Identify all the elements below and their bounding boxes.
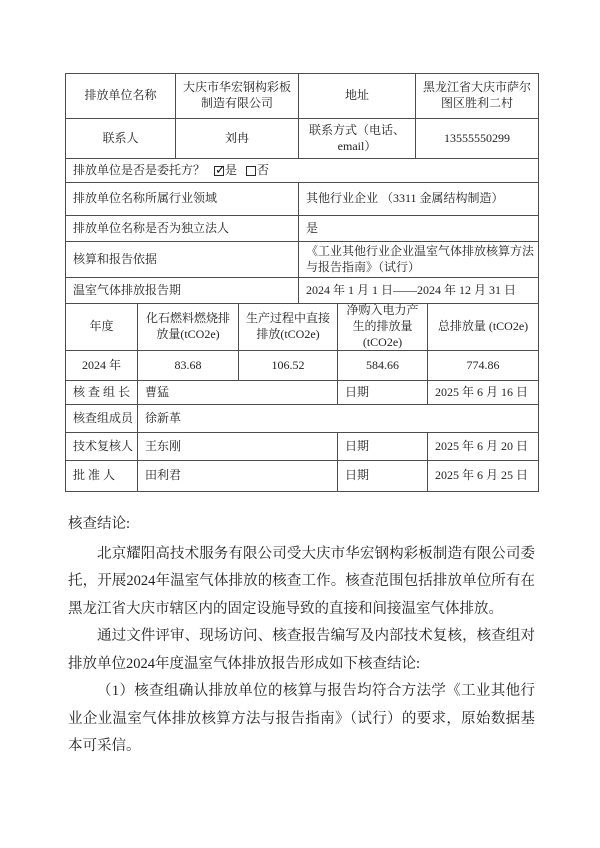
tech-reviewer-date-label: 日期 [338, 433, 428, 460]
emissions-process-value: 106.52 [239, 351, 338, 380]
team-leader-date-label: 日期 [338, 381, 428, 404]
team-member-role: 核查组成员 [66, 405, 138, 432]
accounting-basis-label: 核算和报告依据 [66, 242, 299, 277]
checkbox-yes-checked-icon[interactable] [214, 166, 224, 176]
signoff-row [66, 405, 538, 433]
table-row [66, 242, 538, 278]
checkbox-no-unchecked-icon[interactable] [246, 166, 256, 176]
contact-method-value: 13555550299 [444, 130, 510, 145]
contact-value: 刘冉 [176, 119, 299, 158]
legal-entity-label: 排放单位名称是否为独立法人 [66, 216, 299, 241]
team-leader-name: 曹猛 [138, 381, 338, 404]
reporting-period-value: 2024 年 1 月 1 日——2024 年 12 月 31 日 [306, 282, 517, 297]
emissions-header-row [66, 304, 538, 351]
emissions-header-electricity: 净购入电力产生的排放量(tCO2e) [338, 304, 428, 350]
verification-conclusion [68, 511, 535, 761]
address-value: 黑龙江省大庆市萨尔图区胜利二村 [422, 80, 531, 110]
emissions-header-fossil: 化石燃料燃烧排放量(tCO2e) [138, 304, 239, 350]
emissions-header-total: 总排放量 (tCO2e) [437, 319, 529, 334]
conclusion-paragraph-1: 北京耀阳高技术服务有限公司受大庆市华宏钢构彩板制造有限公司委托，开展2024年温室气体排放的核查工作。核查范围包括排放单位所有在黑龙江省大庆市辖区内的固定设施导致的直接和间接温室气体排放。 [68, 545, 535, 617]
approver-name: 田利君 [138, 461, 338, 491]
delegate-yes-label: 是 [225, 162, 238, 177]
unit-name-label: 排放单位名称 [66, 74, 176, 118]
emissions-electricity-value: 584.66 [338, 351, 428, 380]
accounting-basis-value: 《工业其他行业企业温室气体排放核算方法与报告指南》（试行） [306, 243, 535, 274]
signoff-row [66, 433, 538, 461]
emissions-header-process: 生产过程中直接排放(tCO2e) [239, 304, 338, 350]
emissions-year: 2024 年 [66, 351, 138, 380]
address-label: 地址 [299, 74, 416, 118]
approver-date-label: 日期 [338, 461, 428, 491]
approver-role: 批 准 人 [66, 461, 138, 491]
team-leader-role: 核 查 组 长 [66, 381, 138, 404]
emissions-total-value: 774.86 [466, 357, 500, 372]
contact-label: 联系人 [66, 119, 176, 158]
conclusion-paragraph-3: （1）核查组确认排放单位的核算与报告均符合方法学《工业其他行业企业温室气体排放核算方法与报告指南》（试行）的要求，原始数据基本可采信。 [68, 683, 535, 754]
team-leader-date: 2025 年 6 月 16 日 [435, 384, 529, 399]
table-row [66, 159, 538, 183]
reporting-period-label: 温室气体排放报告期 [66, 278, 299, 303]
delegate-question: 排放单位是否是委托方？ [73, 162, 206, 177]
approver-date: 2025 年 6 月 25 日 [435, 468, 529, 483]
tech-reviewer-name: 王东刚 [138, 433, 338, 460]
table-row [66, 216, 538, 242]
conclusion-paragraph-2: 通过文件评审、现场访问、核查报告编写及内部技术复核，核查组对排放单位2024年度温室气体排放报告形成如下核查结论: [68, 628, 535, 672]
industry-field-value: 其他行业企业 （3311 金属结构制造） [306, 191, 504, 206]
industry-field-label: 排放单位名称所属行业领域 [66, 183, 299, 215]
tech-reviewer-date: 2025 年 6 月 20 日 [435, 438, 529, 453]
legal-entity-value: 是 [306, 220, 319, 235]
emissions-fossil-value: 83.68 [138, 351, 239, 380]
emissions-header-year: 年度 [66, 304, 138, 350]
table-row [66, 119, 538, 159]
delegate-no-label: 否 [257, 162, 270, 177]
signoff-row [66, 381, 538, 405]
emission-unit-info-table [65, 73, 539, 492]
unit-name-value: 大庆市华宏钢构彩板制造有限公司 [176, 74, 299, 118]
delegate-question-cell [66, 159, 538, 182]
contact-method-label: 联系方式（电话、email） [299, 119, 416, 158]
table-row [66, 74, 538, 119]
table-row [66, 183, 538, 216]
signoff-row [66, 461, 538, 491]
table-row [66, 278, 538, 304]
team-member-name: 徐新革 [145, 410, 182, 425]
conclusion-heading: 核查结论: [68, 516, 131, 532]
emissions-data-row [66, 351, 538, 381]
tech-reviewer-role: 技术复核人 [66, 433, 138, 460]
